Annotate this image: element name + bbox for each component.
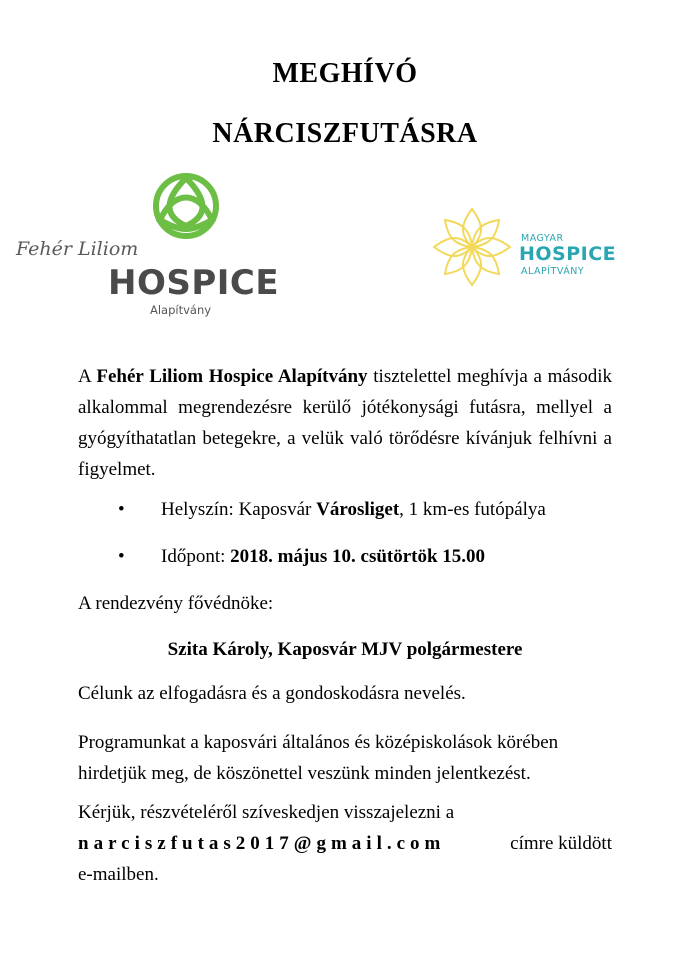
- program-text: Programunkat a kaposvári általános és középiskolások körében hirdetjük meg, de köszönettel veszünk minden jelentkezést.: [78, 732, 559, 784]
- bullet-dot: •: [118, 499, 125, 520]
- email-address[interactable]: narciszfutas2017@gmail.com: [78, 833, 446, 854]
- patron-name: Szita Károly, Kaposvár MJV polgármestere: [167, 639, 523, 660]
- celtic-knot-icon: [150, 170, 222, 242]
- goal-text: Célunk az elfogadásra és a gondoskodásra nevelés.: [78, 683, 466, 704]
- logo-right-sub: ALAPÍTVÁNY: [521, 266, 585, 277]
- logo-left-script: Fehér Liliom: [16, 238, 139, 260]
- location-label: Helyszín: Kaposvár: [161, 499, 317, 520]
- time-label: Időpont:: [161, 546, 231, 567]
- time-value: 2018. május 10. csütörtök 15.00: [230, 546, 486, 567]
- rsvp-line2: [78, 828, 612, 859]
- rsvp-rest2: e-mailben.: [78, 864, 159, 885]
- location-place: Városliget: [316, 499, 400, 520]
- intro-rest: tisztelettel meghívja a második alkalommal megrendezésre kerülő jótékonysági futásra, mellyel a gyógyíthatatlan betegekre, a velük való törődésre kívánjuk felhívni a figyelmet.: [78, 366, 612, 480]
- logo-left-sub: Alapítvány: [150, 303, 212, 317]
- location-rest: , 1 km-es futópálya: [399, 499, 546, 520]
- intro-paragraph: [78, 361, 612, 485]
- logo-left-name: HOSPICE: [108, 263, 280, 303]
- title-meghivo: MEGHÍVÓ: [272, 58, 418, 89]
- rsvp-line1: Kérjük, részvételéről szíveskedjen visszajelezni a: [78, 802, 455, 823]
- intro-start: A: [78, 366, 97, 387]
- logo-right-top: MAGYAR: [521, 233, 564, 244]
- patron-label: A rendezvény fővédnöke:: [78, 593, 274, 614]
- title-narciszfutasra: NÁRCISZFUTÁSRA: [212, 118, 478, 149]
- org-name: Fehér Liliom Hospice Alapítvány: [96, 366, 368, 387]
- flower-outline-icon: [430, 205, 514, 289]
- bullet-dot: •: [118, 546, 125, 567]
- rsvp-rest1: címre küldött: [510, 833, 612, 854]
- logo-right-name: HOSPICE: [519, 243, 617, 265]
